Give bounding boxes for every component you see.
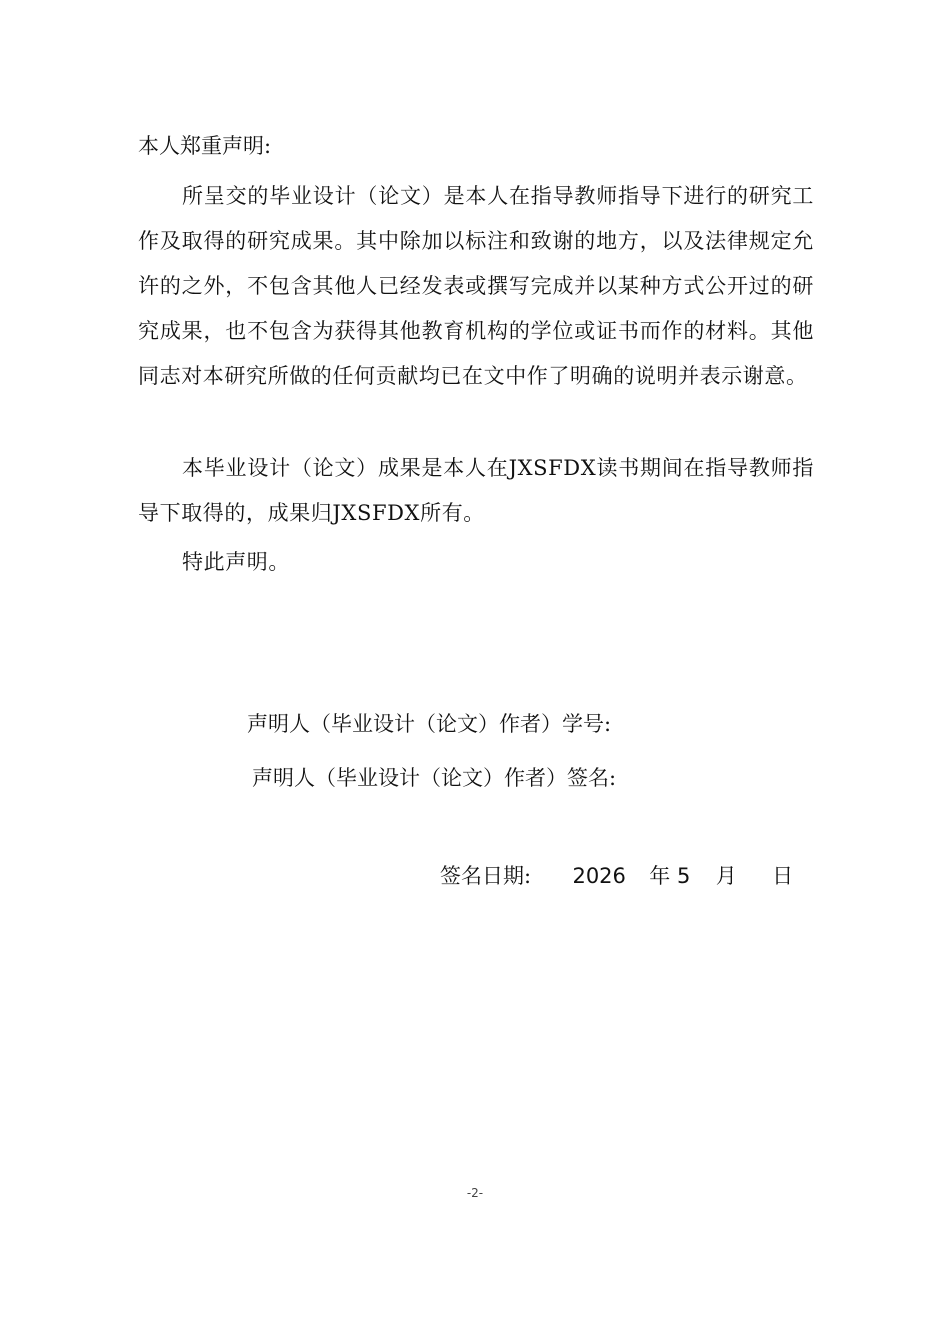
date-month-unit: 月	[715, 864, 737, 888]
declaration-paragraph-ownership: 本毕业设计（论文）成果是本人在JXSFDX读书期间在指导教师指导下取得的，成果归JXSFDX所有。	[138, 456, 814, 525]
date-year: 2026	[572, 864, 626, 888]
date-year-unit: 年	[649, 864, 671, 888]
declaration-paragraph-originality: 所呈交的毕业设计（论文）是本人在指导教师指导下进行的研究工作及取得的研究成果。其中除加以标注和致谢的地方，以及法律规定允许的之外，不包含其他人已经发表或撰写完成并以某种方式公开过的研究成果，也不包含为获得其他教育机构的学位或证书而作的材料。其他同志对本研究所做的任何贡献均已在文中作了明确的说明并表示谢意。	[138, 184, 814, 388]
student-number-label: 声明人（毕业设计（论文）作者）学号:	[247, 712, 612, 736]
page-number: -2-	[466, 1186, 484, 1200]
signature-date-line	[440, 860, 793, 892]
signature-label: 声明人（毕业设计（论文）作者）签名:	[252, 766, 617, 790]
date-day-unit: 日	[772, 864, 794, 888]
date-label: 签名日期:	[440, 864, 532, 888]
declaration-heading: 本人郑重声明:	[138, 134, 272, 158]
declaration-paragraph-closing: 特此声明。	[182, 550, 290, 574]
date-month: 5	[676, 864, 691, 888]
